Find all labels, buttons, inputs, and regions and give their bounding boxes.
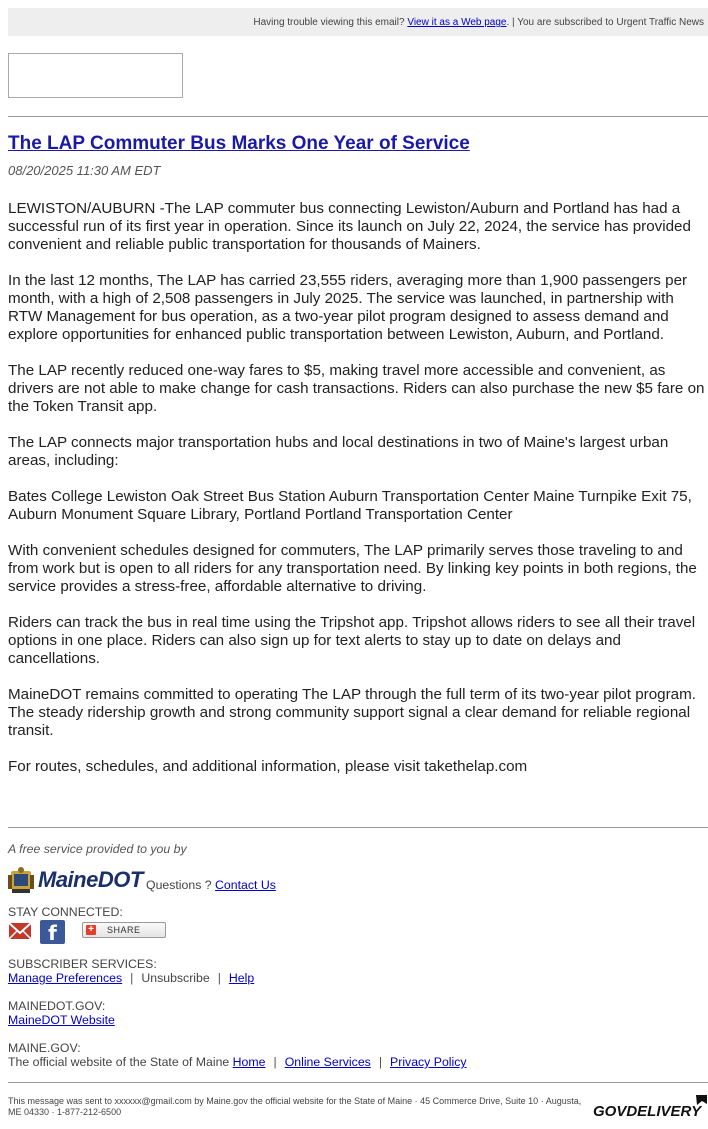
manage-preferences-link[interactable]: Manage Preferences [8, 971, 123, 985]
govdelivery-logo-text: GOVDELIVERY [593, 1103, 702, 1120]
mainedot-logo-text: MaineDOT [38, 867, 143, 892]
paragraph: Riders can track the bus in real time using the Tripshot app. Tripshot allows riders to see all their travel options in one place. Riders can also sign up for text alerts to stay up to date on delays and cancellations. [8, 614, 696, 667]
header-banner-image [8, 53, 183, 98]
divider-bottom [8, 1082, 708, 1083]
article-body [8, 200, 708, 794]
maine-gov-section: MAINE.GOV: The official website of the State of Maine Home | Online Services | Privacy Policy [8, 1041, 467, 1069]
unsubscribe-text[interactable]: Unsubscribe [141, 971, 210, 985]
paragraph: For routes, schedules, and additional information, please visit takethelap.com [8, 758, 528, 775]
subscriber-services-heading: SUBSCRIBER SERVICES: [8, 957, 157, 971]
article-title [8, 133, 470, 155]
contact-us-link[interactable]: Contact Us [215, 878, 276, 892]
view-as-web-page-link[interactable]: View it as a Web page [407, 17, 507, 28]
paragraph: The LAP connects major transportation hubs and local destinations in two of Maine's largest urban areas, including: [8, 434, 669, 469]
home-link[interactable]: Home [232, 1055, 266, 1069]
divider-top [8, 116, 708, 117]
maine-gov-heading: MAINE.GOV: [8, 1041, 81, 1055]
top-notice-bar [8, 8, 708, 36]
article-title-link[interactable]: The LAP Commuter Bus Marks One Year of Service [8, 133, 470, 154]
paragraph: LEWISTON/AUBURN -The LAP commuter bus connecting Lewiston/Auburn and Portland has had a successful run of its first year in operation. Since its launch on July 22, 2024, the service has provided convenient and reliable public transportation for thousands of Mainers. [8, 200, 691, 253]
questions-text: Questions ? Contact Us [146, 878, 276, 892]
plus-icon: + [86, 925, 96, 935]
govdelivery-logo[interactable] [593, 1093, 708, 1121]
online-services-link[interactable]: Online Services [284, 1055, 371, 1069]
mainedot-brand [8, 864, 708, 896]
sent-to-notice: This message was sent to xxxxxx@gmail.com by Maine.gov the official website for the State of Maine · 45 Commerce Drive, Suite 10 · Augusta, ME 04330 · 1-877-212-6500 [8, 1096, 582, 1117]
mainedot-gov-heading: MAINEDOT.GOV: [8, 999, 106, 1013]
subscriber-services: SUBSCRIBER SERVICES: Manage Preferences | Unsubscribe | Help [8, 957, 255, 985]
help-link[interactable]: Help [228, 971, 255, 985]
share-button[interactable]: + SHARE [82, 922, 166, 938]
paragraph: With convenient schedules designed for commuters, The LAP primarily serves those traveling to and from work but is open to all riders for any transportation need. By linking key points in both regions, the service provides a stress-free, affordable alternative to driving. [8, 542, 697, 595]
article-date: 08/20/2025 11:30 AM EDT [8, 163, 161, 178]
social-icons [8, 920, 208, 946]
paragraph: In the last 12 months, The LAP has carried 23,555 riders, averaging more than 1,900 passengers per month, with a high of 2,508 passengers in July 2025. The service was launched, in partnership with RTW Management for bus operation, as a two-year pilot program designed to assess demand and explore opportunities for enhanced public transportation between Lewiston, Auburn, and Portland. [8, 272, 688, 343]
top-notice-text: Having trouble viewing this email? View it as a Web page. | You are subscribed to Urgent Traffic News [253, 17, 704, 28]
provided-by-text: A free service provided to you by [8, 842, 187, 856]
privacy-policy-link[interactable]: Privacy Policy [390, 1055, 467, 1069]
envelope-icon [696, 1095, 707, 1105]
paragraph: MaineDOT remains committed to operating The LAP through the full term of its two-year pilot program. The steady ridership growth and strong community support signal a clear demand for reliable regional transit. [8, 686, 696, 739]
paragraph: The LAP recently reduced one-way fares to $5, making travel more accessible and convenient, as drivers are not able to make change for cash transactions. Riders can also purchase the new $5 fare on the Token Transit app. [8, 362, 705, 415]
mainedot-gov-section [8, 999, 115, 1027]
divider-footer [8, 827, 708, 828]
stay-connected-label: STAY CONNECTED: [8, 905, 123, 919]
mainedot-website-link[interactable]: MaineDOT Website [8, 1013, 115, 1027]
email-share-icon[interactable] [8, 920, 32, 942]
maine-seal-icon [8, 866, 34, 894]
facebook-icon[interactable]: f [40, 920, 65, 944]
paragraph: Bates College Lewiston Oak Street Bus Station Auburn Transportation Center Maine Turnpike Exit 75, Auburn Monument Square Library, Portland Portland Transportation Center [8, 488, 692, 523]
